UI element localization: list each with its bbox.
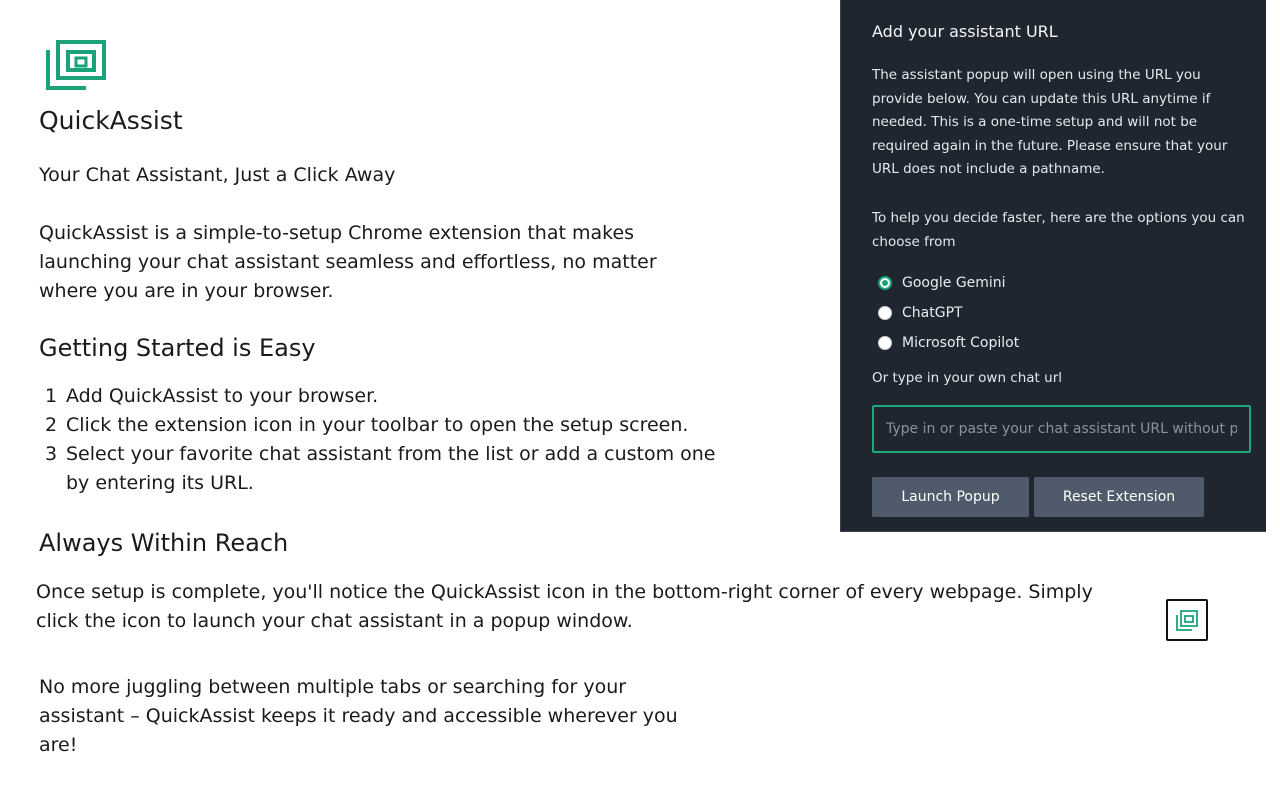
option-label: Google Gemini (902, 275, 1006, 291)
step-number: 3 (45, 443, 58, 465)
radio-checked-icon[interactable] (878, 276, 892, 290)
closing-paragraph: No more juggling between multiple tabs or searching for your assistant – QuickAssist keeps it ready and accessible wherever you are! (39, 676, 678, 756)
option-microsoft-copilot[interactable] (878, 328, 1019, 358)
step-text: Select your favorite chat assistant from the list or add a custom one by entering its URL. (66, 443, 716, 494)
launch-popup-button[interactable]: Launch Popup (872, 477, 1029, 517)
intro-paragraph: QuickAssist is a simple-to-setup Chrome extension that makes launching your chat assistant seamless and effortless, no matter where you are in your browser. (39, 222, 657, 302)
chat-url-input[interactable] (872, 405, 1251, 453)
quickassist-logo-icon (44, 32, 108, 90)
custom-url-label: Or type in your own chat url (872, 370, 1063, 386)
option-google-gemini[interactable] (878, 268, 1019, 298)
quickassist-launcher-button[interactable] (1166, 599, 1208, 641)
setup-panel (840, 0, 1266, 532)
always-within-reach-heading: Always Within Reach (39, 529, 289, 557)
panel-description: The assistant popup will open using the URL you provide below. You can update this URL anytime if needed. This is a one-time setup and will not be required again in the future. Please ensure that your URL does not include a pathname. (872, 67, 1228, 177)
reset-extension-button[interactable]: Reset Extension (1034, 477, 1204, 517)
list-item (39, 411, 719, 440)
panel-title: Add your assistant URL (872, 22, 1058, 41)
radio-unchecked-icon[interactable] (878, 336, 892, 350)
panel-help-text: To help you decide faster, here are the options you can choose from (872, 210, 1245, 250)
assistant-options (878, 268, 1019, 358)
step-number: 2 (45, 414, 58, 436)
steps-list (39, 382, 719, 498)
radio-unchecked-icon[interactable] (878, 306, 892, 320)
step-text: Add QuickAssist to your browser. (66, 385, 379, 407)
step-text: Click the extension icon in your toolbar to open the setup screen. (66, 414, 689, 436)
tagline: Your Chat Assistant, Just a Click Away (39, 164, 396, 186)
list-item (39, 440, 719, 498)
reach-paragraph: Once setup is complete, you'll notice the QuickAssist icon in the bottom-right corner of every webpage. Simply click the icon to launch your chat assistant in a popup window. (36, 581, 1093, 632)
list-item (39, 382, 719, 411)
option-label: ChatGPT (902, 305, 963, 321)
getting-started-heading: Getting Started is Easy (39, 334, 316, 362)
option-chatgpt[interactable] (878, 298, 1019, 328)
step-number: 1 (45, 385, 58, 407)
app-title: QuickAssist (39, 106, 183, 135)
quickassist-launcher-icon (1175, 608, 1199, 632)
option-label: Microsoft Copilot (902, 335, 1020, 351)
